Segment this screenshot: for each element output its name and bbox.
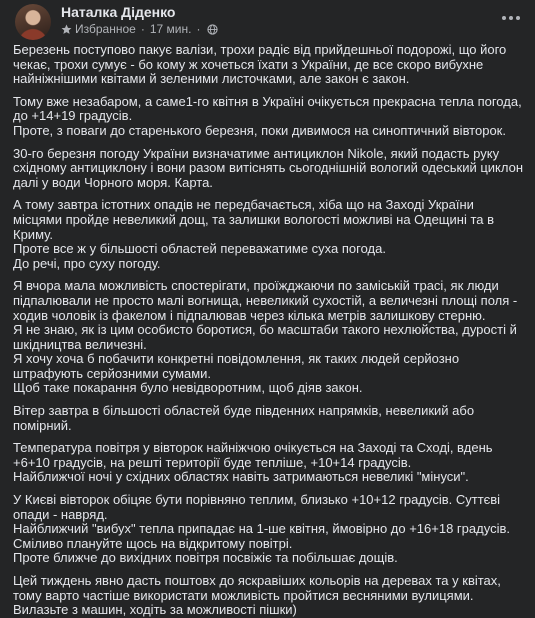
post-meta — [61, 22, 218, 36]
post-text-line: Цей тиждень явно дасть поштовх до яскравіших кольорів на деревах та у квітах, тому варто частіше використати можливість пройтися весняними вулицями. — [13, 573, 501, 603]
post-paragraph — [13, 279, 525, 396]
post-paragraph — [13, 95, 525, 139]
separator-dot: · — [196, 22, 201, 36]
post-text-line: 30-го березня погоду України визначатиме антициклон Nikole, який подасть руку східному антициклону і вони разом витіснять сьогоднішній вологий одеський циклон далі у води Чорного моря. Карта. — [13, 145, 524, 190]
globe-icon[interactable] — [207, 24, 218, 35]
post-text-line: Я не знаю, як із цим особисто боротися, бо масштаби такого нехлюйства, дурості й шкідництва величезні. — [13, 322, 517, 352]
post-paragraph — [13, 43, 525, 87]
post-paragraph — [13, 574, 525, 618]
post-text-line: А тому завтра істотних опадів не передбачається, хіба що на Заході України місцями пройде невеликий дощ, та залишки вологості можливі на Одещині та в Криму. — [13, 197, 494, 242]
post-text-line: Найближчої ночі у східних областях навіть затримаються невеликі "мінуси". — [13, 469, 469, 485]
post-paragraph — [13, 147, 525, 191]
post-paragraph — [13, 404, 525, 433]
post-text-line: У Києві вівторок обіцяє бути порівняно теплим, близько +10+12 градусів. Суттєві опади - навряд. — [13, 492, 501, 522]
post-text-line: Вітер завтра в більшості областей буде південних напрямків, невеликий або помірний. — [13, 403, 475, 433]
post-text-line: Проте ближче до вихідних повітря посвіжіє та побільшає дощів. — [13, 550, 398, 566]
audience-label[interactable]: Избранное — [75, 22, 136, 36]
post-text-line: Проте, з поваги до старенького березня, поки дивимося на синоптичний вівторок. — [13, 122, 506, 138]
post-header — [13, 0, 525, 38]
avatar[interactable] — [15, 4, 51, 40]
post-text-line: Вилазьте з машин, ходіть за можливості пішки) — [13, 602, 297, 618]
author-name[interactable]: Наталка Діденко — [61, 4, 176, 20]
post-text-line: Я хочу хоча б побачити конкретні повідомлення, як таких людей серйозно штрафують серйозними сумами. — [13, 351, 460, 381]
post-text-line: Тому вже незабаром, а саме1-го квітня в Україні очікується прекрасна тепла погода, до +14+19 градусів. — [13, 93, 522, 124]
post-body — [13, 43, 525, 618]
post-text-line: До речі, про суху погоду. — [13, 255, 161, 271]
post-text-line: Березень поступово пакує валізи, трохи радіє від прийдешньої подорожі, що його чекає, трохи сумує - бо кому ж хочеться їхати з України, де все скоро вибухне найніжнішими квітами й зеленими листочками, але закон є закон. — [13, 42, 507, 87]
post-text-line: Найближчий "вибух" тепла припадає на 1-ше квітня, ймовірно до +16+18 градусів. Сміливо плануйте щось на відкритому повітрі. — [13, 521, 510, 551]
post-paragraph — [13, 493, 525, 566]
post-time[interactable]: 17 мин. — [149, 22, 192, 36]
post-text-line: Температура повітря у вівторок найніжчою очікується на Заході та Сході, вдень +6+10 градусів, на решті території буде тепліше, +10+14 градусів. — [13, 440, 493, 470]
post-paragraph — [13, 441, 525, 485]
post-text-line: Щоб таке покарання було невідворотним, щоб діяв закон. — [13, 380, 363, 396]
post-paragraph — [13, 198, 525, 271]
post-text-line: Я вчора мала можливість спостерігати, проїжджаючи по заміській трасі, як люди підпалювали не просто малі вогнища, невеликий сухостій, а величезні площі поля - ходив чоловік із факелом і підпалював через кілька метрів залишкову стерню. — [13, 278, 518, 323]
more-options-icon[interactable] — [497, 4, 525, 32]
post-text-line: Проте все ж у більшості областей переважатиме суха погода. — [13, 241, 386, 257]
separator-dot: · — [140, 22, 145, 36]
star-icon — [61, 24, 72, 35]
